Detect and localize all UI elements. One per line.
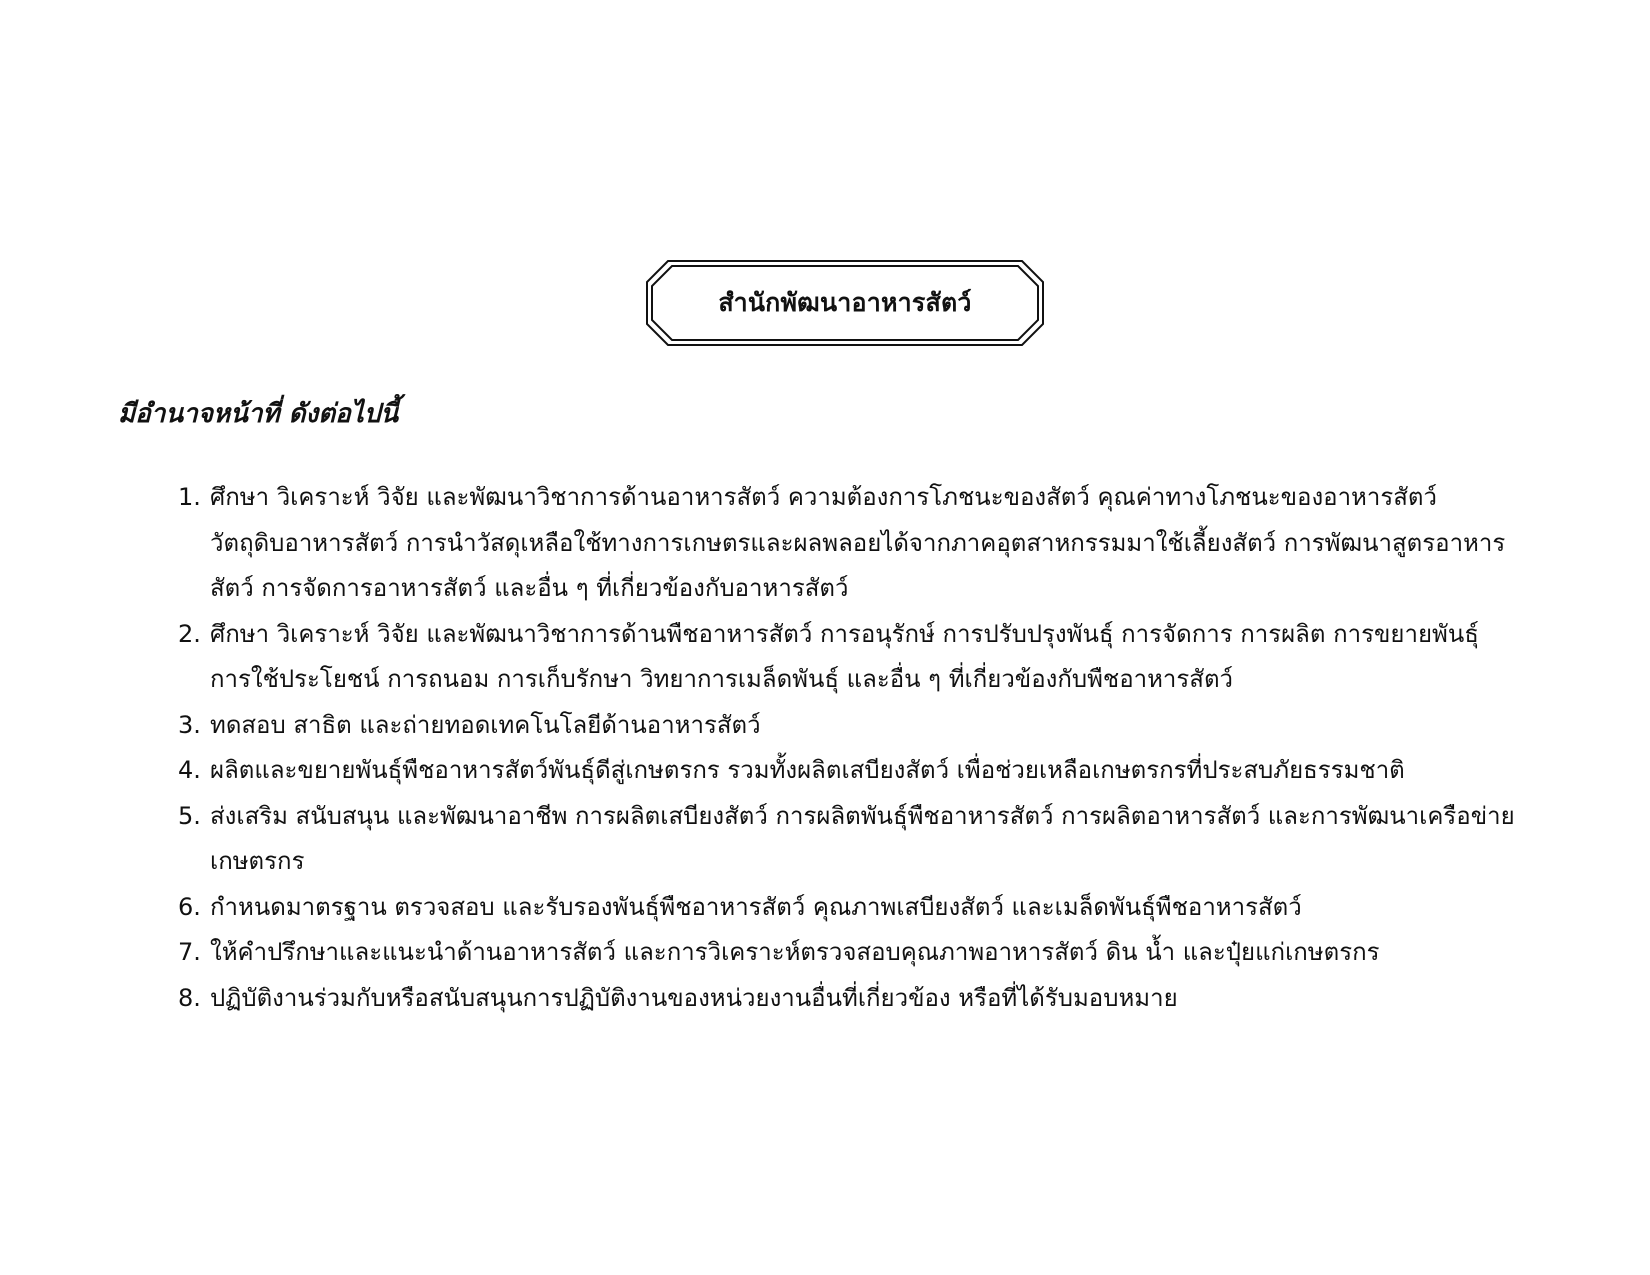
duty-text: ส่งเสริม สนับสนุน และพัฒนาอาชีพ การผลิตเสบียงสัตว์ การผลิตพันธุ์พืชอาหารสัตว์ การผลิตอาหารสัตว์ และการพัฒนาเครือข่ายเกษตรกร	[210, 801, 1515, 875]
duty-number: 7.	[178, 938, 201, 966]
duties-heading: มีอำนาจหน้าที่ ดังต่อไปนี้	[118, 399, 399, 429]
duty-text: ปฏิบัติงานร่วมกับหรือสนับสนุนการปฏิบัติงานของหน่วยงานอื่นที่เกี่ยวข้อง หรือที่ได้รับมอบหมาย	[210, 983, 1178, 1012]
duty-number: 4.	[178, 756, 201, 784]
duty-item-3	[178, 703, 1518, 749]
duty-item-6	[178, 885, 1518, 931]
duty-item-7	[178, 930, 1518, 976]
duty-number: 5.	[178, 801, 201, 830]
duty-item-2	[178, 612, 1518, 703]
duty-text: ทดสอบ สาธิต และถ่ายทอดเทคโนโลยีด้านอาหารสัตว์	[210, 710, 761, 739]
duty-text: ผลิตและขยายพันธุ์พืชอาหารสัตว์พันธุ์ดีสู่เกษตรกร รวมทั้งผลิตเสบียงสัตว์ เพื่อช่วยเหลือเกษตรกรที่ประสบภัยธรรมชาติ	[210, 756, 1405, 784]
duty-text: ให้คำปรึกษาและแนะนำด้านอาหารสัตว์ และการวิเคราะห์ตรวจสอบคุณภาพอาหารสัตว์ ดิน น้ำ และปุ๋ยแก่เกษตรกร	[210, 938, 1380, 966]
duties-list	[178, 475, 1518, 1021]
duty-text: ศึกษา วิเคราะห์ วิจัย และพัฒนาวิชาการด้านอาหารสัตว์ ความต้องการโภชนะของสัตว์ คุณค่าทางโภชนะของอาหารสัตว์ วัตถุดิบอาหารสัตว์ การนำวัสดุเหลือใช้ทางการเกษตรและผลพลอยได้จากภาคอุตสาหกรรมมาใช้เลี้ยงสัตว์ การพัฒนาสูตรอาหารสัตว์ การจัดการอาหารสัตว์ และอื่น ๆ ที่เกี่ยวข้องกับอาหารสัตว์	[210, 483, 1506, 602]
title-frame	[646, 260, 1044, 346]
duty-text: ศึกษา วิเคราะห์ วิจัย และพัฒนาวิชาการด้านพืชอาหารสัตว์ การอนุรักษ์ การปรับปรุงพันธุ์ การจัดการ การผลิต การขยายพันธุ์ การใช้ประโยชน์ การถนอม การเก็บรักษา วิทยาการเมล็ดพันธุ์ และอื่น ๆ ที่เกี่ยวข้องกับพืชอาหารสัตว์	[210, 619, 1479, 693]
duty-number: 2.	[178, 619, 201, 648]
page-title: สำนักพัฒนาอาหารสัตว์	[718, 288, 972, 317]
duty-number: 8.	[178, 983, 201, 1012]
duty-item-8	[178, 976, 1518, 1022]
duty-text: กำหนดมาตรฐาน ตรวจสอบ และรับรองพันธุ์พืชอาหารสัตว์ คุณภาพเสบียงสัตว์ และเมล็ดพันธุ์พืชอาหารสัตว์	[210, 892, 1302, 921]
duty-number: 3.	[178, 710, 201, 739]
duty-item-5	[178, 794, 1518, 885]
duty-item-4	[178, 748, 1518, 794]
duty-number: 6.	[178, 892, 201, 921]
duty-item-1	[178, 475, 1518, 612]
duty-number: 1.	[178, 483, 201, 511]
